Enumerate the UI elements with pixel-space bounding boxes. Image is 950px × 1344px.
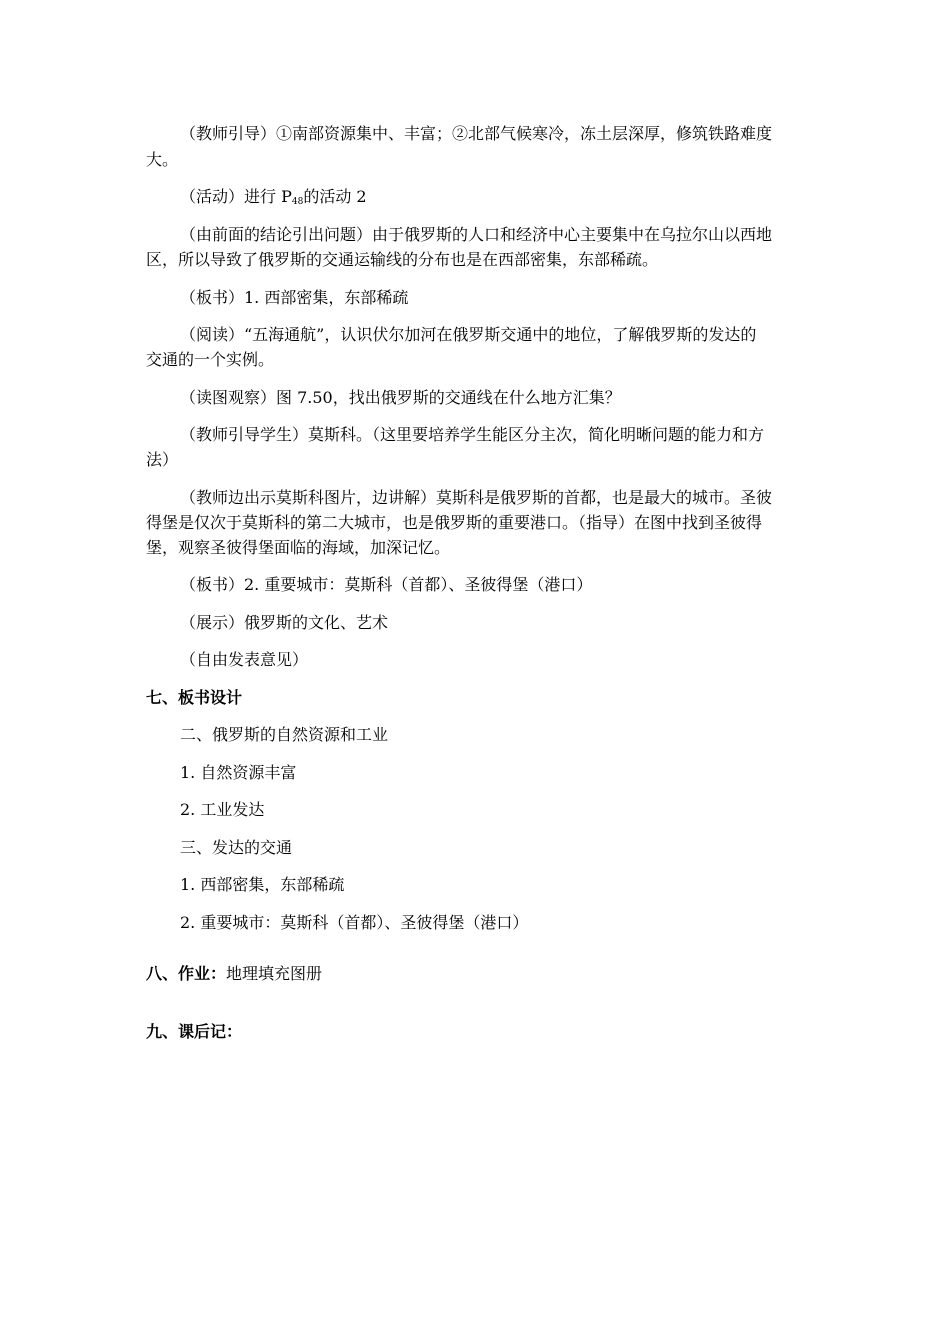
paragraph-map-observe: （读图观察）图 7.50，找出俄罗斯的交通线在什么地方汇集？ [180,388,621,407]
paragraph-teacher-guide-line2: 大。 [146,150,179,169]
paragraph-moscow-line2: 得堡是仅次于莫斯科的第二大城市，也是俄罗斯的重要港口。（指导）在图中找到圣彼得 [146,513,763,532]
section-8-text: 地理填充图册 [226,964,323,983]
paragraph-reading-line1: （阅读）“五海通航”，认识伏尔加河在俄罗斯交通中的地位，了解俄罗斯的发达的 [180,325,757,344]
section-9-heading: 九、课后记： [146,1022,243,1041]
paragraph-moscow-line1: （教师边出示莫斯科图片，边讲解）莫斯科是俄罗斯的首都，也是最大的城市。圣彼 [180,488,773,507]
paragraph-free-opinion: （自由发表意见） [180,650,309,669]
activity-page-subscript: 48 [291,197,304,207]
section-8 [146,964,322,984]
section-8-heading: 八、作业： [146,964,227,983]
paragraph-board-1: （板书）1. 西部密集，东部稀疏 [180,288,409,307]
board-item-4: 三、发达的交通 [180,838,293,857]
activity-suffix: 的活动 2 [303,187,367,206]
paragraph-question-line1: （由前面的结论引出问题）由于俄罗斯的人口和经济中心主要集中在乌拉尔山以西地 [180,225,773,244]
activity-prefix: （活动）进行 P [180,187,292,206]
paragraph-reading-line2: 交通的一个实例。 [146,350,275,369]
paragraph-activity [180,187,367,212]
paragraph-guide-students-line1: （教师引导学生）莫斯科。（这里要培养学生能区分主次，简化明晰问题的能力和方 [180,425,765,444]
paragraph-moscow-line3: 堡，观察圣彼得堡面临的海域，加深记忆。 [146,538,451,557]
paragraph-teacher-guide-line1: （教师引导）①南部资源集中、丰富；②北部气候寒冷，冻土层深厚，修筑铁路难度 [180,124,773,143]
board-item-3: 2. 工业发达 [180,800,265,819]
board-item-2: 1. 自然资源丰富 [180,763,297,782]
paragraph-display: （展示）俄罗斯的文化、艺术 [180,613,389,632]
board-item-6: 2. 重要城市：莫斯科（首都）、圣彼得堡（港口） [180,913,529,932]
board-item-5: 1. 西部密集，东部稀疏 [180,875,345,894]
paragraph-question-line2: 区，所以导致了俄罗斯的交通运输线的分布也是在西部密集，东部稀疏。 [146,250,659,269]
board-item-1: 二、俄罗斯的自然资源和工业 [180,725,389,744]
paragraph-guide-students-line2: 法） [146,450,179,469]
section-7-heading: 七、板书设计 [146,688,243,707]
paragraph-board-2: （板书）2. 重要城市：莫斯科（首都）、圣彼得堡（港口） [180,575,593,594]
